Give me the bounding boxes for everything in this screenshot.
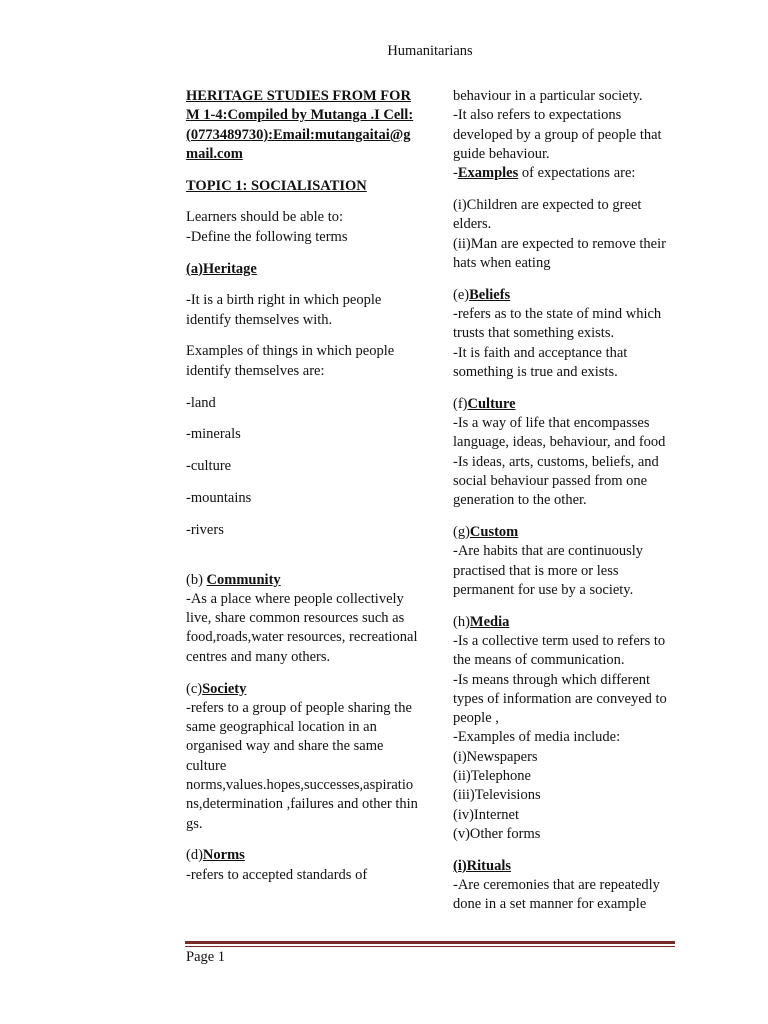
media-section xyxy=(453,613,683,845)
examples-rest: of expectations are: xyxy=(518,165,636,182)
beliefs-definition-2: -It is faith and acceptance that something is true and exists. xyxy=(453,344,628,380)
custom-definition: -Are habits that are continuously practised that is more or less permanent for use by a society. xyxy=(453,543,644,598)
heritage-example-item: -rivers xyxy=(186,521,224,538)
intro-line-2: -Define the following terms xyxy=(186,228,348,245)
culture-heading: Culture xyxy=(467,395,516,412)
society-section xyxy=(186,680,418,834)
norms-prefix: (d) xyxy=(186,847,203,864)
media-example-item: (iii)Televisions xyxy=(453,787,541,804)
community-prefix: (b) xyxy=(186,571,207,588)
beliefs-prefix: (e) xyxy=(453,286,470,303)
culture-definition-2: -Is ideas, arts, customs, beliefs, and social behaviour passed from one generation to the other. xyxy=(453,453,659,509)
footer-rule-thin xyxy=(185,946,675,947)
examples-word: Examples xyxy=(457,165,519,182)
norms-cont-line-2: -It also refers to expectations developed by a group of people that guide behaviour. xyxy=(453,107,662,162)
spacer xyxy=(186,553,418,571)
beliefs-definition-1: -refers as to the state of mind which trusts that something exists. xyxy=(453,305,662,342)
right-column xyxy=(453,87,683,927)
media-definition-2: -Is means through which different types of information are conveyed to people , xyxy=(453,671,667,727)
media-heading: Media xyxy=(469,613,510,630)
examples-dash: - xyxy=(453,165,458,182)
community-heading: Community xyxy=(206,571,281,588)
page-header-title: Humanitarians xyxy=(387,43,473,59)
rituals-definition: -Are ceremonies that are repeatedly done in a set manner for example xyxy=(453,876,660,913)
culture-definition-1: -Is a way of life that encompasses language, ideas, behaviour, and food xyxy=(453,414,666,451)
document-title: HERITAGE STUDIES FROM FORM 1-4:Compiled by Mutanga .I Cell: (0773489730):Email:mutangaitai@gmail.com xyxy=(186,88,414,162)
media-definition-1: -Is a collective term used to refers to the means of communication. xyxy=(453,632,666,669)
rituals-section xyxy=(453,857,683,915)
heritage-definition: -It is a birth right in which people identify themselves with. xyxy=(186,292,382,328)
topic-heading: TOPIC 1: SOCIALISATION xyxy=(186,177,367,194)
culture-section xyxy=(453,395,683,511)
media-example-item: (ii)Telephone xyxy=(453,768,531,784)
media-example-item: (i)Newspapers xyxy=(453,748,538,765)
society-heading: Society xyxy=(202,680,247,697)
norms-section xyxy=(186,846,418,885)
beliefs-section xyxy=(453,286,683,382)
intro-line-1: Learners should be able to: xyxy=(186,209,344,226)
intro-paragraph xyxy=(186,208,418,247)
heritage-example-item: -minerals xyxy=(186,426,241,443)
norms-continuation xyxy=(453,87,683,183)
society-prefix: (c) xyxy=(186,680,203,697)
custom-heading: Custom xyxy=(469,523,519,540)
rituals-heading: (i)Rituals xyxy=(453,857,511,874)
left-column xyxy=(186,87,418,898)
expectation-item: (ii)Man are expected to remove their hats when eating xyxy=(453,235,666,271)
community-definition: -As a place where people collectively live, share common resources such as food,roads,water resources, recreational centres and many others. xyxy=(186,590,418,665)
society-definition: -refers to a group of people sharing the same geographical location in an organised way and share the same culture xyxy=(186,699,412,774)
expectations-list xyxy=(453,196,683,273)
custom-prefix: (g) xyxy=(453,523,470,540)
norms-definition: -refers to accepted standards of xyxy=(186,866,368,883)
society-definition-cont: norms,values.hopes,successes,aspirations,determination ,failures and other things. xyxy=(186,777,418,832)
page-number: Page 1 xyxy=(186,949,226,965)
norms-heading: Norms xyxy=(202,847,245,864)
norms-cont-line-1: behaviour in a particular society. xyxy=(453,88,643,104)
heritage-heading: (a)Heritage xyxy=(186,260,257,277)
heritage-examples-intro: Examples of things in which people identify themselves are: xyxy=(186,343,395,379)
media-prefix: (h) xyxy=(453,613,470,630)
heritage-example-item: -land xyxy=(186,394,216,411)
footer-rule-thick xyxy=(185,941,675,944)
community-section xyxy=(186,571,418,667)
heritage-example-item: -mountains xyxy=(186,489,252,506)
beliefs-heading: Beliefs xyxy=(469,286,511,303)
heritage-example-item: -culture xyxy=(186,458,232,475)
custom-section xyxy=(453,523,683,600)
media-example-item: (iv)Internet xyxy=(453,806,520,823)
culture-prefix: (f) xyxy=(453,395,468,412)
media-example-item: (v)Other forms xyxy=(453,825,541,842)
expectation-item: (i)Children are expected to greet elders. xyxy=(453,196,642,233)
media-definition-3: -Examples of media include: xyxy=(453,729,621,746)
